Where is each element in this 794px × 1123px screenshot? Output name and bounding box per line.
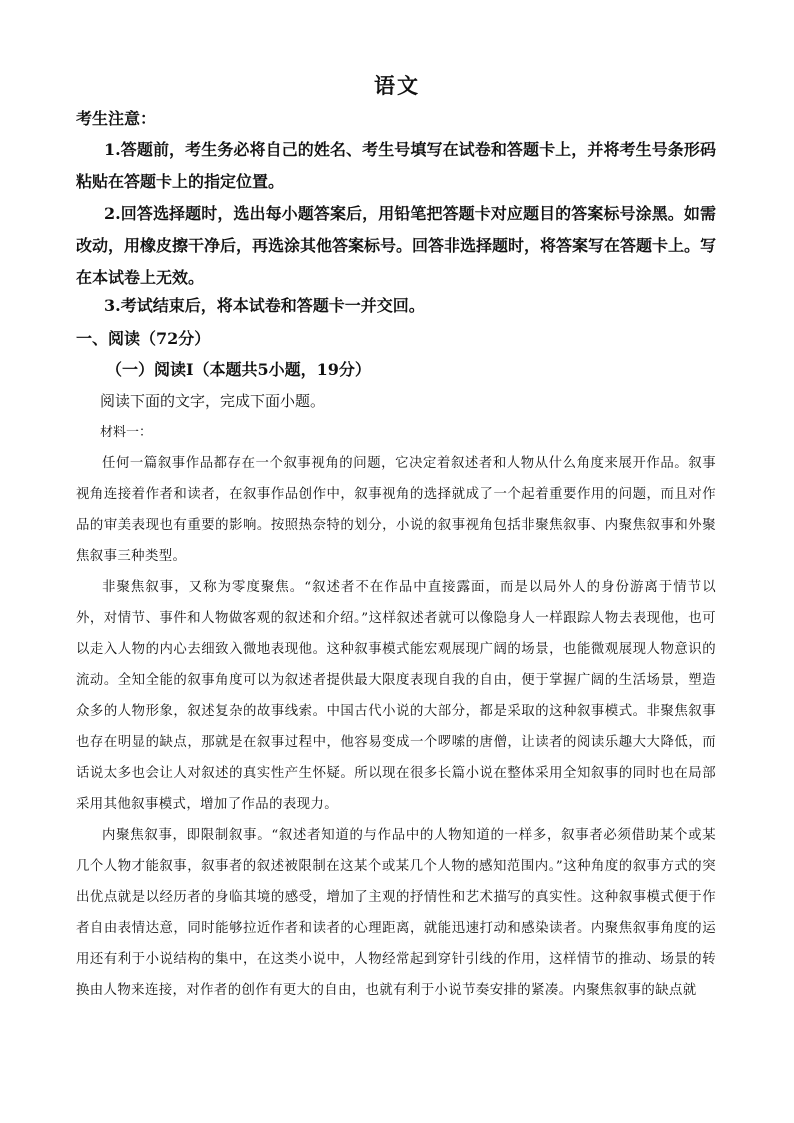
material-label: 材料一： [100, 425, 153, 440]
body-paragraph-3: 内聚焦叙事，即限制叙事。“叙述者知道的与作品中的人物知道的一样多，叙事者必须借助某个或某几个人物才能叙事，叙事者的叙述被限制在这某个或某几个人物的感知范围内。”这种角度的叙事方式的突出优点就是以经历者的身临其境的感受，增加了主观的抒情性和艺术描写的真实性。这种叙事模式便于作者自由表情达意，同时能够拉近作者和读者的心理距离，就能迅速打动和感染读者。内聚焦叙事角度的运用还有利于小说结构的集中，在这类小说中，人物经常起到穿针引线的作用，这样情节的推动、场景的转换由人物来连接，对作者的创作有更大的自由，也就有利于小说节奏安排的紧凑。内聚焦叙事的缺点就 [76, 828, 716, 998]
body-paragraph-2: 非聚焦叙事，又称为零度聚焦。“叙述者不在作品中直接露面，而是以局外人的身份游离于情节以外，对情节、事件和人物做客观的叙述和介绍。”这样叙述者就可以像隐身人一样跟踪人物去表现他，也可以走入人物的内心去细致入微地表现他。这种叙事模式能宏观展现广阔的场景，也能微观展现人物意识的流动。全知全能的叙事角度可以为叙述者提供最大限度表现自我的自由，便于掌握广阔的生活场景，塑造众多的人物形象，叙述复杂的故事线索。中国古代小说的大部分，都是采取的这种叙事模式。非聚焦叙事也存在明显的缺点，那就是在叙事过程中，他容易变成一个啰嗦的唐僧，让读者的阅读乐趣大大降低，而话说太多也会让人对叙述的真实性产生怀疑。所以现在很多长篇小说在整体采用全知叙事的同时也在局部采用其他叙事模式，增加了作品的表现力。 [76, 580, 716, 812]
reading-instruction: 阅读下面的文字，完成下面小题。 [100, 392, 326, 410]
subsection-heading: （一）阅读Ⅰ（本题共5小题，19分） [106, 360, 371, 379]
notice-heading: 考生注意： [76, 109, 157, 128]
notice-item-3: 3.考试结束后，将本试卷和答题卡一并交回。 [104, 296, 425, 315]
page-title: 语文 [374, 73, 420, 98]
notice-item-2: 2.回答选择题时，选出每小题答案后，用铅笔把答题卡对应题目的答案标号涂黑。如需改动，用橡皮擦干净后，再选涂其他答案标号。回答非选择题时，将答案写在答题卡上。写在本试卷上无效。 [76, 204, 717, 287]
body-paragraph-1: 任何一篇叙事作品都存在一个叙事视角的问题，它决定着叙述者和人物从什么角度来展开作品。叙事视角连接着作者和读者，在叙事作品创作中，叙事视角的选择就成了一个起着重要作用的问题，而且对作品的审美表现也有重要的影响。按照热奈特的划分，小说的叙事视角包括非聚焦叙事、内聚焦叙事和外聚焦叙事三种类型。 [76, 456, 716, 564]
notice-item-1: 1.答题前，考生务必将自己的姓名、考生号填写在试卷和答题卡上，并将考生号条形码粘贴在答题卡上的指定位置。 [76, 140, 716, 191]
section-heading: 一、阅读（72分） [76, 329, 211, 348]
